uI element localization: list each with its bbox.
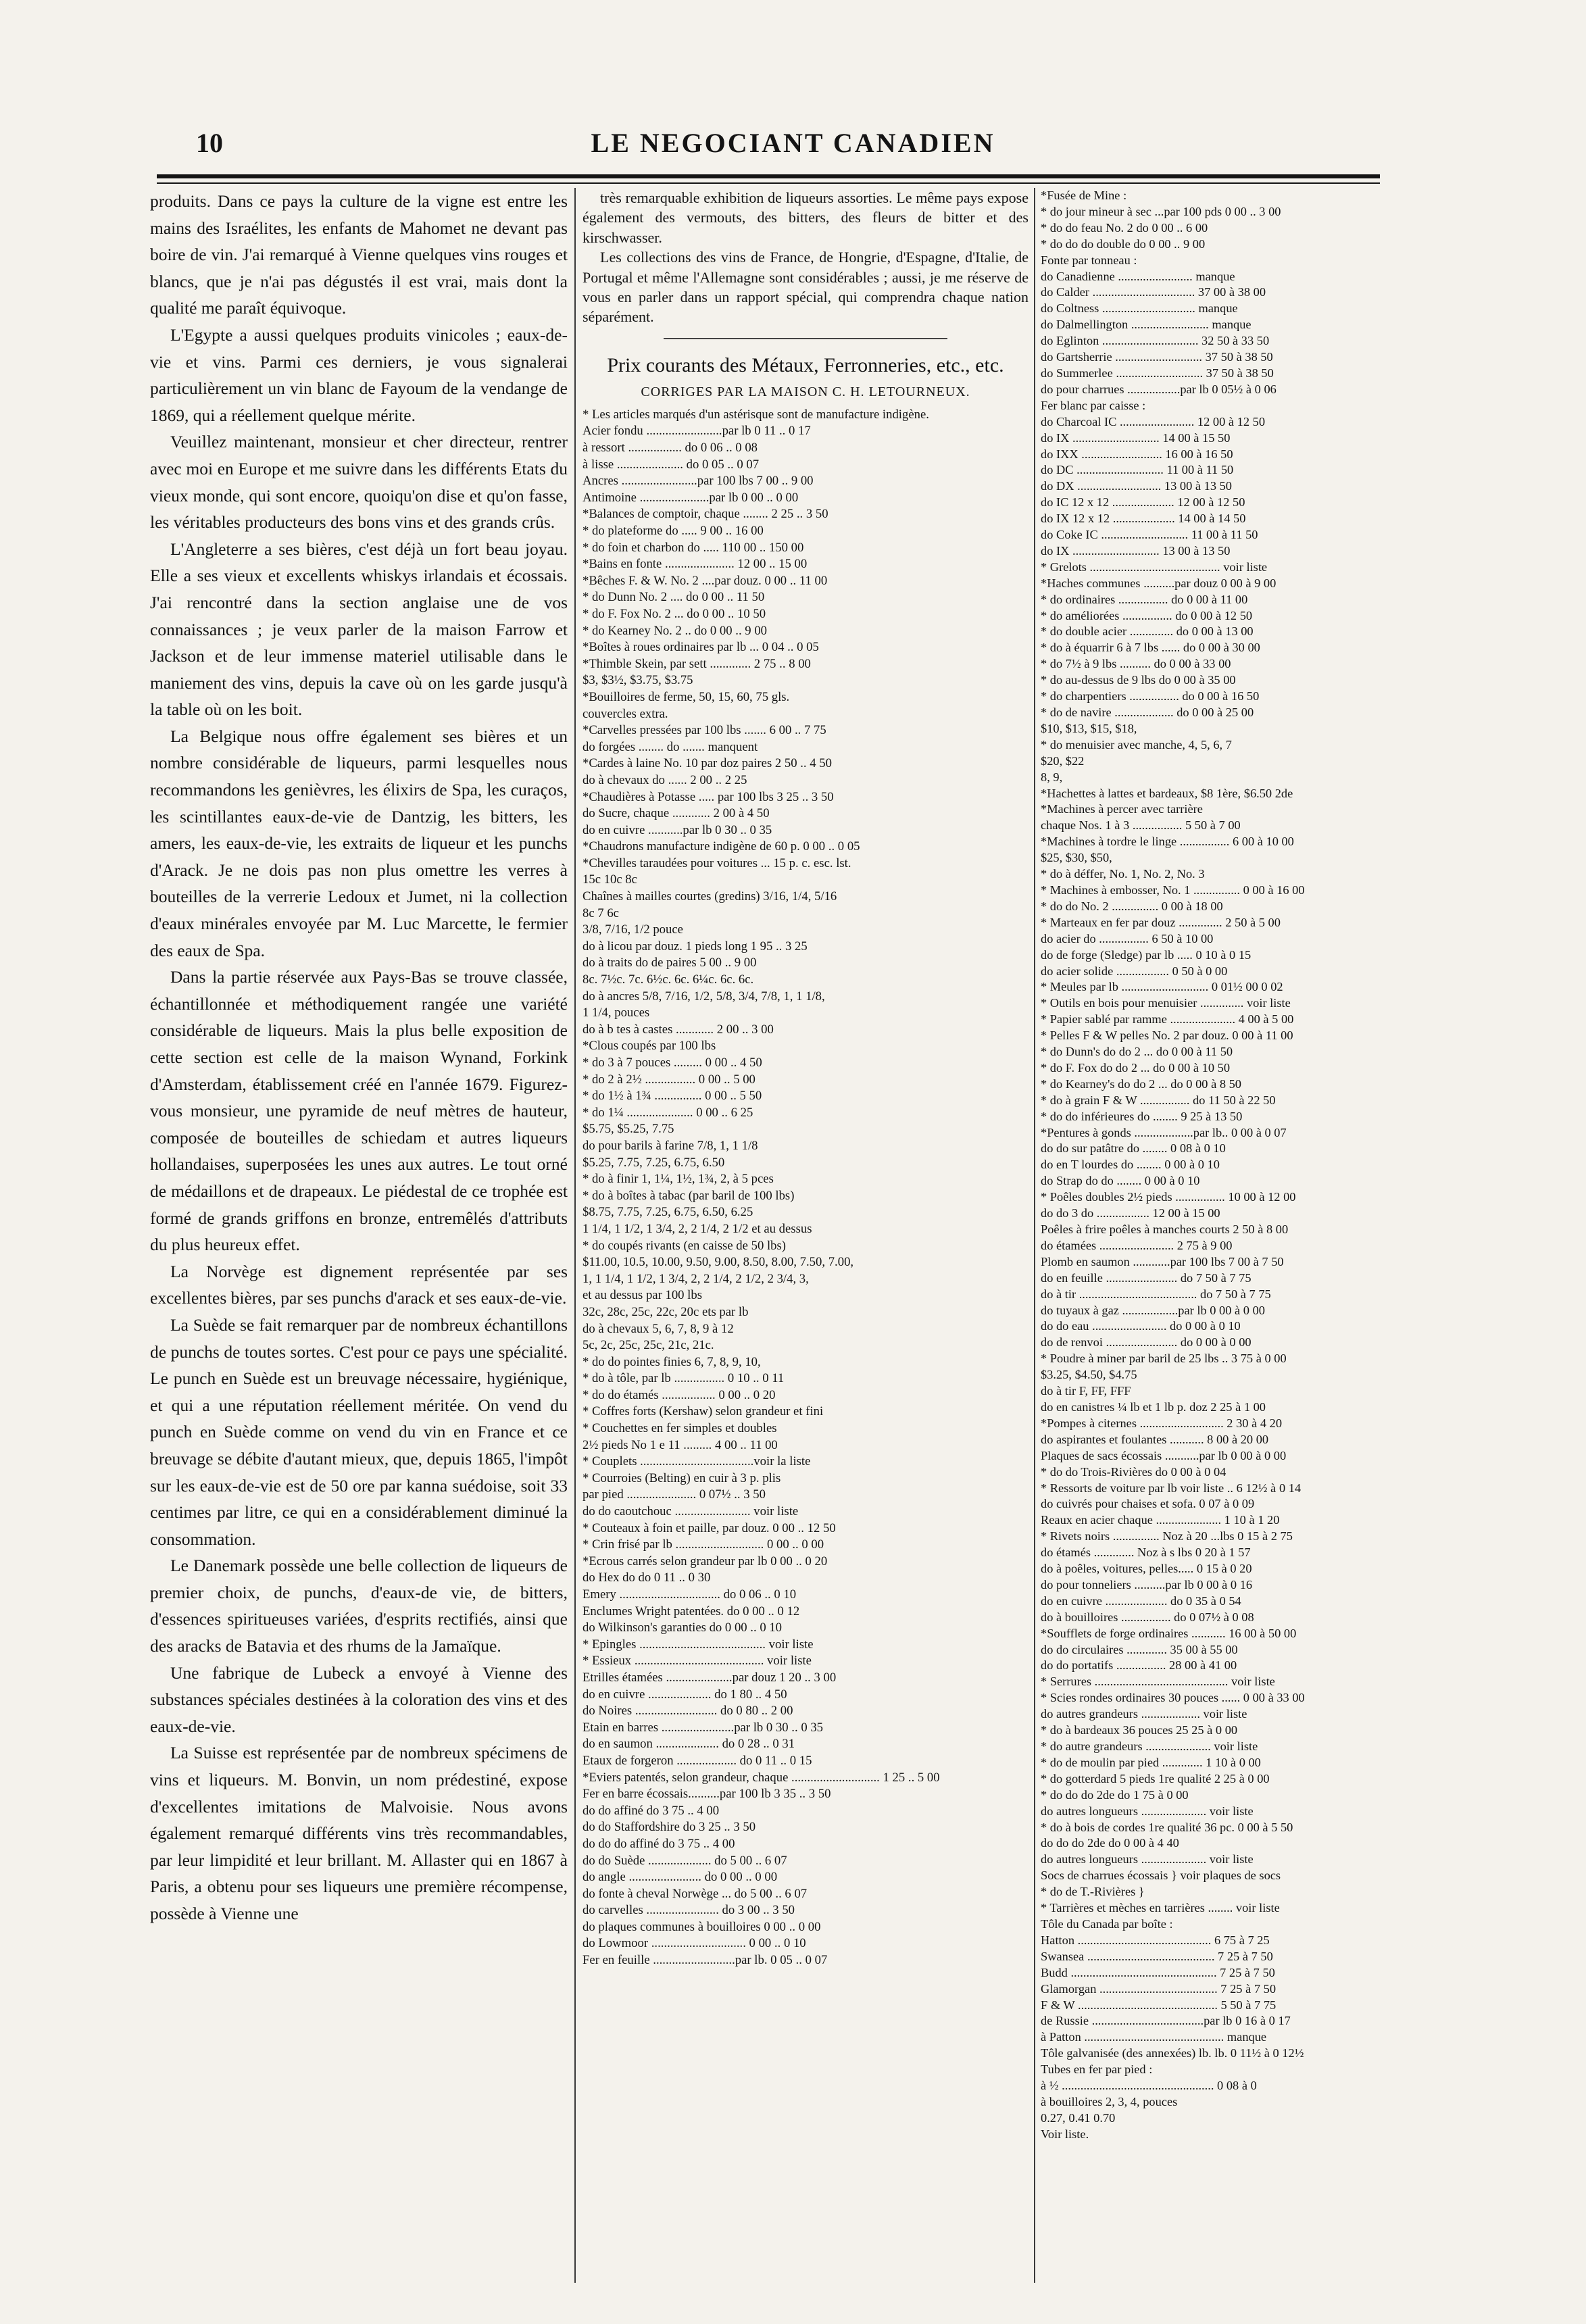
price-line: do à ancres 5/8, 7/16, 1/2, 5/8, 3/4, 7/8, 1, 1 1/8, xyxy=(583,989,825,1004)
price-line: * Pelles F & W pelles No. 2 par douz. 0 00 à 11 00 xyxy=(1041,1029,1293,1043)
page-number: 10 xyxy=(196,128,223,158)
price-line: * Courroies (Belting) en cuir à 3 p. plis xyxy=(583,1470,781,1485)
header-rule xyxy=(157,174,1380,178)
article-paragraph: Les collections des vins de France, de Hongrie, d'Espagne, d'Italie, de Portugal et même l'Allemagne sont considérables ; aussi, je me réserve de vous en parler dans un rapport spécial, qui comprendra chaque nation séparément. xyxy=(583,249,1029,326)
column-divider xyxy=(1034,188,1035,2283)
price-line: * do ordinaires ................ do 0 00 à 11 00 xyxy=(1041,592,1248,606)
price-line: *Chaudrons manufacture indigène de 60 p. 0 00 .. 0 05 xyxy=(583,839,860,854)
price-line: Hatton ........................................... 6 75 à 7 25 xyxy=(1041,1933,1270,1947)
price-line: Emery ................................ do 0 06 .. 0 10 xyxy=(583,1587,797,1602)
price-line: do Coke IC ............................ 11 00 à 11 50 xyxy=(1041,528,1258,542)
price-line: * do à tôle, par lb ................ 0 10 .. 0 11 xyxy=(583,1371,785,1386)
section-separator xyxy=(664,338,947,339)
price-line: do forgées ........ do ....... manquent xyxy=(583,739,758,754)
price-line: 0.27, 0.41 0.70 xyxy=(1041,2110,1116,2125)
article-paragraph: Veuillez maintenant, monsieur et cher directeur, rentrer avec moi en Europe et me suivre dans les différents Etats du vieux monde, qui sont encore, quoiqu'on dise et qu'on fasse, les véritables producteurs des bons vins et des grands crûs. xyxy=(150,432,568,533)
price-line: * do 1½ à 1¾ ............... 0 00 .. 5 50 xyxy=(583,1089,762,1104)
header-rule-thin xyxy=(157,182,1380,184)
price-line: * do foin et charbon do ..... 110 00 .. 150 00 xyxy=(583,540,804,555)
price-line: do plaques communes à bouilloires 0 00 .. 0 00 xyxy=(583,1919,821,1934)
price-line: * Couteaux à foin et paille, par douz. 0 00 .. 12 50 xyxy=(583,1521,836,1535)
price-line: * do à boîtes à tabac (par baril de 100 lbs) xyxy=(583,1188,795,1203)
price-line: *Bains en fonte ...................... 12 00 .. 15 00 xyxy=(583,557,808,572)
price-line: * do charpentiers ................ do 0 00 à 16 50 xyxy=(1041,689,1260,703)
price-line: Voir liste. xyxy=(1041,2127,1089,2141)
price-line: *Fusée de Mine : xyxy=(1041,189,1127,202)
price-line: $3, $3½, $3.75, $3.75 xyxy=(583,673,693,688)
price-line: do Summerlee ............................ 37 50 à 38 50 xyxy=(1041,366,1274,380)
price-line: do IX ............................ 14 00 à 15 50 xyxy=(1041,430,1231,445)
price-line: * do 2 à 2½ ................ 0 00 .. 5 00 xyxy=(583,1072,755,1087)
price-line: do angle ....................... do 0 00 .. 0 00 xyxy=(583,1870,778,1885)
price-line: 1 1/4, 1 1/2, 1 3/4, 2, 2 1/4, 2 1/2 et au dessus xyxy=(583,1221,812,1236)
price-line: *Clous coupés par 100 lbs xyxy=(583,1039,716,1054)
price-line: * do au-dessus de 9 lbs do 0 00 à 35 00 xyxy=(1041,673,1236,687)
price-line: Ancres ........................par 100 lbs 7 00 .. 9 00 xyxy=(583,474,814,489)
price-line: *Ecrous carrés selon grandeur par lb 0 00 .. 0 20 xyxy=(583,1554,828,1568)
article-paragraph: La Suède se fait remarquer par de nombreux échantillons de punchs de toutes sortes. C'est pour ce pays une spécialité. Le punch en Suède est un breuvage nécessaire, hygiénique, et qui a une réputation réellement méritée. On vend du punch en Suède comme on vend du vin en France et ce breuvage se débite d'autant mieux, que, depuis 1865, l'impôt sur les eaux-de-vie est de 50 ore par kanna suédoise, soit 33 centimes par litre, ce qui en a considérablement diminué la consommation. xyxy=(150,1314,568,1549)
price-line: * Couchettes en fer simples et doubles xyxy=(583,1421,777,1436)
price-line: *Thimble Skein, par sett ............. 2 75 .. 8 00 xyxy=(583,656,811,671)
price-line: do IC 12 x 12 .................... 12 00 à 12 50 xyxy=(1041,495,1245,510)
price-line: *Eviers patentés, selon grandeur, chaque ............................ 1 25 .. 5 00 xyxy=(583,1770,940,1785)
price-line: do pour barils à farine 7/8, 1, 1 1/8 xyxy=(583,1138,758,1153)
price-line: do Wilkinson's garanties do 0 00 .. 0 10 xyxy=(583,1621,783,1635)
price-list xyxy=(583,407,1029,1969)
price-line: * do do pointes finies 6, 7, 8, 9, 10, xyxy=(583,1354,761,1369)
price-line: * do 3 à 7 pouces ......... 0 00 .. 4 50 xyxy=(583,1056,762,1070)
price-line: * do de moulin par pied ............. 1 10 à 0 00 xyxy=(1041,1755,1261,1769)
price-line: * do do do 2de do 1 75 à 0 00 xyxy=(1041,1787,1189,1802)
price-line: $5.75, $5.25, 7.75 xyxy=(583,1122,674,1137)
price-line: do de renvoi ....................... do 0 00 à 0 00 xyxy=(1041,1335,1252,1350)
price-line: do à traits do de paires 5 00 .. 9 00 xyxy=(583,956,757,970)
article-paragraph: La Norvège est dignement représentée par ses excellentes bières, par ses punchs d'arack et ses eaux-de-vie. xyxy=(150,1261,568,1308)
price-line: F & W ............................................. 5 50 à 7 75 xyxy=(1041,1998,1277,2012)
article-paragraph: produits. Dans ce pays la culture de la vigne est entre les mains des Israélites, les enfants de Mahomet ne devant pas boire de vin. J'ai remarqué à Vienne quelques vins rouges et blancs, que je n'ai pas dégustés il est vrai, mais dont la qualité me paraît équivoque. xyxy=(150,191,568,318)
article-paragraph: L'Angleterre a ses bières, c'est déjà un fort beau joyau. Elle a ses vieux et excellents whiskys irlandais et écossais. J'ai rencontré dans la section anglaise une de vos connaissances ; je veux parler de la maison Farrow et Jackson et de leur immense materiel utilisable dans le maniement des vins, depuis la cave où on les garde jusqu'à la table où on les boit. xyxy=(150,539,568,720)
price-line: do DC ............................ 11 00 à 11 50 xyxy=(1041,463,1234,477)
price-line: Etaux de forgeron ................... do 0 11 .. 0 15 xyxy=(583,1753,812,1768)
price-line: *Machines à tordre le linge ................ 6 00 à 10 00 xyxy=(1041,835,1294,849)
price-line: do à poêles, voitures, pelles..... 0 15 à 0 20 xyxy=(1041,1562,1252,1576)
price-line: do carvelles ....................... do 3 00 .. 3 50 xyxy=(583,1903,795,1918)
price-section-title: Prix courants des Métaux, Ferronneries, etc., etc. xyxy=(607,353,1004,376)
price-line: à ressort ................. do 0 06 .. 0 08 xyxy=(583,441,758,455)
price-line: * Scies rondes ordinaires 30 pouces ...... 0 00 à 33 00 xyxy=(1041,1691,1305,1705)
price-line: do IX ............................ 13 00 à 13 50 xyxy=(1041,543,1231,558)
price-line: Acier fondu ........................par lb 0 11 .. 0 17 xyxy=(583,424,811,439)
price-line: *Bouilloires de ferme, 50, 15, 60, 75 gls. xyxy=(583,689,790,704)
price-line: do Hex do do 0 11 .. 0 30 xyxy=(583,1571,711,1585)
price-line: *Balances de comptoir, chaque ........ 2 25 .. 3 50 xyxy=(583,507,828,522)
price-line: * do do No. 2 ............... 0 00 à 18 00 xyxy=(1041,899,1223,913)
price-line: $8.75, 7.75, 7.25, 6.75, 6.50, 6.25 xyxy=(583,1205,753,1220)
price-line: do en saumon .................... do 0 28 .. 0 31 xyxy=(583,1737,795,1752)
column-divider xyxy=(574,188,576,2283)
price-line: * Les articles marqués d'un astérisque sont de manufacture indigène. xyxy=(583,407,929,422)
price-line: *Hachettes à lattes et bardeaux, $8 1ère, $6.50 2de xyxy=(1041,786,1293,800)
price-line: *Machines à percer avec tarrière xyxy=(1041,802,1203,816)
price-line: Etrilles étamées .....................par douz 1 20 .. 3 00 xyxy=(583,1670,837,1685)
price-line: do do caoutchouc ........................ voir liste xyxy=(583,1504,799,1519)
price-line: * do gotterdard 5 pieds 1re qualité 2 25 à 0 00 xyxy=(1041,1771,1270,1785)
price-line: *Pompes à citernes ........................... 2 30 à 4 20 xyxy=(1041,1416,1283,1430)
price-line: $5.25, 7.75, 7.25, 6.75, 6.50 xyxy=(583,1155,725,1170)
price-line: Enclumes Wright patentées. do 0 00 .. 0 12 xyxy=(583,1604,800,1618)
price-line: 32c, 28c, 25c, 22c, 20c ets par lb xyxy=(583,1304,749,1319)
price-line: à Patton ............................................. manque xyxy=(1041,2030,1267,2044)
price-line: do acier solide ................. 0 50 à 0 00 xyxy=(1041,964,1228,978)
price-line: do do affiné do 3 75 .. 4 00 xyxy=(583,1803,720,1818)
price-line: 8, 9, xyxy=(1041,770,1063,784)
price-line: * do de navire ................... do 0 00 à 25 00 xyxy=(1041,706,1254,719)
price-line: 8c. 7½c. 7c. 6½c. 6c. 6¼c. 6c. 6c. xyxy=(583,972,754,987)
price-line: Reaux en acier chaque ..................... 1 10 à 1 20 xyxy=(1041,1513,1280,1527)
price-line: Swansea ......................................... 7 25 à 7 50 xyxy=(1041,1949,1273,1963)
price-line: do do portatifs ................ 28 00 à 41 00 xyxy=(1041,1658,1237,1673)
price-line: $25, $30, $50, xyxy=(1041,851,1112,865)
price-line: *Chaudières à Potasse ..... par 100 lbs 3 25 .. 3 50 xyxy=(583,789,834,804)
price-line: * do 7½ à 9 lbs .......... do 0 00 à 33 00 xyxy=(1041,657,1231,671)
journal-title: LE NEGOCIANT CANADIEN xyxy=(591,128,995,158)
price-line: do do do affiné do 3 75 .. 4 00 xyxy=(583,1836,735,1851)
price-line: Fonte par tonneau : xyxy=(1041,253,1137,267)
price-line: $10, $13, $15, $18, xyxy=(1041,721,1137,735)
price-line: do à b tes à castes ............ 2 00 .. 3 00 xyxy=(583,1022,774,1037)
price-line: Fer en feuille ..........................par lb. 0 05 .. 0 07 xyxy=(583,1953,828,1968)
price-line: 1, 1 1/4, 1 1/2, 1 3/4, 2, 2 1/4, 2 1/2, 2 3/4, 3, xyxy=(583,1271,809,1286)
price-line: * do F. Fox No. 2 ... do 0 00 .. 10 50 xyxy=(583,606,766,621)
article-paragraph: très remarquable exhibition de liqueurs assorties. Le même pays expose également des vermouts, des bitters, des fleurs de bitter et des kirschwasser. xyxy=(583,189,1029,246)
price-line: Tubes en fer par pied : xyxy=(1041,2062,1153,2077)
price-line: * Poudre à miner par baril de 25 lbs .. 3 75 à 0 00 xyxy=(1041,1352,1287,1366)
price-list xyxy=(1041,188,1379,2143)
article-paragraph: L'Egypte a aussi quelques produits vinicoles ; eaux-de-vie et vins. Parmi ces derniers, je vous signalerai particulièrement un vin blanc de Fayoum de la vendange de 1869, qui a réellement quelque mérite. xyxy=(150,324,568,425)
price-line: * Crin frisé par lb ............................ 0 00 .. 0 00 xyxy=(583,1537,824,1552)
price-line: do do Suède .................... do 5 00 .. 6 07 xyxy=(583,1853,787,1868)
price-line: 2½ pieds No 1 e 11 ......... 4 00 .. 11 00 xyxy=(583,1437,778,1452)
price-line: do en cuivre ...........par lb 0 30 .. 0 35 xyxy=(583,822,772,837)
price-line: Antimoine ......................par lb 0 00 .. 0 00 xyxy=(583,490,799,505)
price-line: *Soufflets de forge ordinaires ........... 16 00 à 50 00 xyxy=(1041,1626,1297,1640)
price-line: * do Dunn No. 2 .... do 0 00 .. 11 50 xyxy=(583,590,765,605)
price-line: $20, $22 xyxy=(1041,753,1085,768)
price-line: à bouilloires 2, 3, 4, pouces xyxy=(1041,2094,1178,2108)
article-paragraph: Dans la partie réservée aux Pays-Bas se trouve classée, échantillonnée et méthodiquement rangée une variété considérable de liqueurs. Mais la plus belle exposition de cette section est celle de la maison Wynand, Forkink d'Amsterdam, établissement créé en l'année 1679. Figurez-vous monsieur, une pyramide de neuf mètres de hauteur, composée de bouteilles de schiedam et autres liqueurs hollandaises, superposées les unes aux autres. Le tout orné de médaillons et de drapeaux. Le piédestal de ce trophée est formé de grands griffons en bronze, entremêlés d'attributs du plus heureux effet. xyxy=(150,967,568,1255)
price-line: Chaînes à mailles courtes (gredins) 3/16, 1/4, 5/16 xyxy=(583,889,837,904)
price-line: do tuyaux à gaz ..................par lb 0 00 à 0 00 xyxy=(1041,1303,1265,1317)
article-paragraph: Le Danemark possède une belle collection de liqueurs de premier choix, de punchs, d'eaux-de vie, de bitters, d'essences spiritueuses variées, d'esprits rectifiés, ainsi que des aracks de Batavia et des rhums de la Jamaïque. xyxy=(150,1556,568,1656)
price-column-right xyxy=(1041,188,1379,2283)
price-line: *Chevilles taraudées pour voitures ... 15 p. c. esc. lst. xyxy=(583,856,851,870)
price-line: do do eau ........................ do 0 00 à 0 10 xyxy=(1041,1319,1241,1333)
price-line: * Couplets ....................................voir la liste xyxy=(583,1454,811,1469)
price-line: par pied ...................... 0 07½ .. 3 50 xyxy=(583,1487,766,1502)
price-line: do Sucre, chaque ............ 2 00 à 4 50 xyxy=(583,806,770,821)
price-line: de Russie ....................................par lb 0 16 à 0 17 xyxy=(1041,2014,1291,2028)
price-line: do à chevaux 5, 6, 7, 8, 9 à 12 xyxy=(583,1321,734,1336)
price-line: do étamés ............. Noz à s lbs 0 20 à 1 57 xyxy=(1041,1546,1251,1560)
price-line: do de forge (Sledge) par lb ..... 0 10 à 0 15 xyxy=(1041,947,1252,962)
price-line: Tôle du Canada par boîte : xyxy=(1041,1917,1173,1931)
price-line: * do Dunn's do do 2 ... do 0 00 à 11 50 xyxy=(1041,1045,1233,1059)
price-line: Etain en barres .......................par lb 0 30 .. 0 35 xyxy=(583,1720,824,1735)
price-line: Glamorgan ...................................... 7 25 à 7 50 xyxy=(1041,1981,1277,1996)
price-line: * do autre grandeurs ..................... voir liste xyxy=(1041,1739,1258,1753)
price-line: do en T lourdes do ........ 0 00 à 0 10 xyxy=(1041,1158,1220,1172)
price-line: do do 3 do ................. 12 00 à 15 00 xyxy=(1041,1206,1220,1220)
price-line: * Marteaux en fer par douz .............. 2 50 à 5 00 xyxy=(1041,915,1281,929)
price-line: do fonte à cheval Norwège ... do 5 00 .. 6 07 xyxy=(583,1886,808,1901)
price-line: Plomb en saumon ............par 100 lbs 7 00 à 7 50 xyxy=(1041,1254,1284,1268)
price-line: do do Staffordshire do 3 25 .. 3 50 xyxy=(583,1820,756,1835)
article-paragraph: La Suisse est représentée par de nombreux spécimens de vins et liqueurs. M. Bonvin, un nom prédestiné, expose d'excellentes imitations de Malvoisie. Nous avons également remarqué différents vins très recommandables, par leur limpidité et leur brillant. M. Allaster qui en 1867 à Paris, a obtenu pour ses liqueurs une première récompense, possède à Vienne une xyxy=(150,1743,568,1923)
price-line: * do à déffer, No. 1, No. 2, No. 3 xyxy=(1041,867,1205,881)
price-line: do en cuivre .................... do 1 80 .. 4 50 xyxy=(583,1687,787,1702)
price-line: * do jour mineur à sec ...par 100 pds 0 00 .. 3 00 xyxy=(1041,204,1281,218)
price-line: do à tir F, FF, FFF xyxy=(1041,1384,1131,1398)
price-line: 5c, 2c, 25c, 25c, 21c, 21c. xyxy=(583,1338,714,1353)
price-line: do à tir ...................................... do 7 50 à 7 75 xyxy=(1041,1287,1271,1301)
price-line: do acier do ................ 6 50 à 10 00 xyxy=(1041,931,1214,945)
price-line: * do Kearney's do do 2 ... do 0 00 à 8 50 xyxy=(1041,1077,1242,1091)
price-line: 3/8, 7/16, 1/2 pouce xyxy=(583,922,683,937)
price-line: * do améliorées ................ do 0 00 à 12 50 xyxy=(1041,608,1253,622)
price-line: à lisse ..................... do 0 05 .. 0 07 xyxy=(583,457,760,472)
price-line: * do do feau No. 2 do 0 00 .. 6 00 xyxy=(1041,220,1208,234)
price-line: *Haches communes ..........par douz 0 00 à 9 00 xyxy=(1041,576,1277,590)
price-line: * do do Trois-Rivières do 0 00 à 0 04 xyxy=(1041,1464,1226,1479)
price-line: do en cuivre .................... do 0 35 à 0 54 xyxy=(1041,1593,1241,1608)
price-line: * Rivets noirs ............... Noz à 20 ...lbs 0 15 à 2 75 xyxy=(1041,1529,1293,1543)
article-paragraph: La Belgique nous offre également ses bières et un nombre considérable de liqueurs, parmi lesquelles nous recommandons les genièvres, les élixirs de Spa, les curaços, les scintillantes eaux-de-vie de Dantzig, les bitters, les amers, les eaux-de-vie, les extraits de liqueur et les punchs d'Arack. Je ne dois pas non plus omettre les verres à bouteilles de la verrerie Ledoux et Jumet, ni la collection d'eaux minérales envoyée par M. Luc Marcette, le fermier des eaux de Spa. xyxy=(150,726,568,960)
price-line: * Tarrières et mèches en tarrières ........ voir liste xyxy=(1041,1901,1280,1915)
price-line: * Coffres forts (Kershaw) selon grandeur et fini xyxy=(583,1404,824,1419)
price-column-middle xyxy=(583,188,1029,2283)
price-line: * do à bois de cordes 1re qualité 36 pc. 0 00 à 5 50 xyxy=(1041,1820,1293,1834)
article-paragraph: Une fabrique de Lubeck a envoyé à Vienne des substances spéciales destinées à la coloration des vins et des eaux-de-vie. xyxy=(150,1662,568,1736)
price-line: * do à équarrir 6 à 7 lbs ...... do 0 00 à 30 00 xyxy=(1041,641,1260,655)
price-line: * Papier sablé par ramme ..................... 4 00 à 5 00 xyxy=(1041,1012,1294,1027)
price-line: * do à bardeaux 36 pouces 25 25 à 0 00 xyxy=(1041,1723,1238,1737)
price-line: Fer blanc par caisse : xyxy=(1041,398,1146,412)
price-line: * do F. Fox do do 2 ... do 0 00 à 10 50 xyxy=(1041,1060,1231,1074)
price-line: do cuivrés pour chaises et sofa. 0 07 à 0 09 xyxy=(1041,1497,1255,1511)
price-line: do Coltness .............................. manque xyxy=(1041,301,1238,316)
price-line: do étamées ........................ 2 75 à 9 00 xyxy=(1041,1238,1233,1252)
price-line: do en canistres ¼ lb et 1 lb p. doz 2 25 à 1 00 xyxy=(1041,1400,1266,1414)
price-line: do Calder ................................. 37 00 à 38 00 xyxy=(1041,285,1266,299)
price-line: do à licou par douz. 1 pieds long 1 95 .. 3 25 xyxy=(583,939,808,954)
price-line: do à chevaux do ...... 2 00 .. 2 25 xyxy=(583,772,747,787)
price-line: Fer en barre écossais..........par 100 lb 3 35 .. 3 50 xyxy=(583,1787,831,1802)
price-line: Budd ............................................... 7 25 à 7 50 xyxy=(1041,1965,1275,1979)
price-line: * Epingles ........................................ voir liste xyxy=(583,1637,814,1652)
price-line: do autres grandeurs ................... voir liste xyxy=(1041,1707,1247,1721)
price-line: * do double acier .............. do 0 00 à 13 00 xyxy=(1041,624,1254,639)
price-line: * do à grain F & W ................ do 11 50 à 22 50 xyxy=(1041,1093,1276,1107)
price-line: do autres longueurs ..................... voir liste xyxy=(1041,1852,1254,1866)
price-line: * Serrures ........................................... voir liste xyxy=(1041,1675,1275,1689)
price-line: do IX 12 x 12 .................... 14 00 à 14 50 xyxy=(1041,512,1246,526)
price-line: * Machines à embosser, No. 1 ............... 0 00 à 16 00 xyxy=(1041,883,1305,897)
price-line: * do de T.-Rivières } xyxy=(1041,1885,1145,1899)
price-line: * Poêles doubles 2½ pieds ................ 10 00 à 12 00 xyxy=(1041,1190,1296,1204)
price-line: do do sur patâtre do ........ 0 08 à 0 10 xyxy=(1041,1141,1226,1156)
price-line: do pour tonneliers ..........par lb 0 00 à 0 16 xyxy=(1041,1577,1253,1591)
price-line: * Meules par lb ............................ 0 01½ 00 0 02 xyxy=(1041,980,1283,994)
price-line: *Boîtes à roues ordinaires par lb ... 0 04 .. 0 05 xyxy=(583,640,819,655)
price-line: * do Kearney No. 2 .. do 0 00 .. 9 00 xyxy=(583,623,768,638)
price-line: $3.25, $4.50, $4.75 xyxy=(1041,1368,1137,1382)
price-line: * Outils en bois pour menuisier .............. voir liste xyxy=(1041,996,1291,1010)
price-line: * Ressorts de voiture par lb voir liste .. 6 12½ à 0 14 xyxy=(1041,1481,1302,1495)
price-line: *Bêches F. & W. No. 2 ....par douz. 0 00 .. 11 00 xyxy=(583,573,828,588)
price-line: et au dessus par 100 lbs xyxy=(583,1288,702,1303)
price-section-subtitle: CORRIGES PAR LA MAISON C. H. LETOURNEUX. xyxy=(641,384,970,399)
price-line: do Dalmellington ......................... manque xyxy=(1041,318,1252,332)
price-line: * do plateforme do ..... 9 00 .. 16 00 xyxy=(583,524,764,538)
price-line: Poêles à frire poêles à manches courts 2 50 à 8 00 xyxy=(1041,1222,1289,1236)
price-line: * do menuisier avec manche, 4, 5, 6, 7 xyxy=(1041,737,1232,751)
price-line: do do do 2de do 0 00 à 4 40 xyxy=(1041,1836,1179,1850)
price-line: Socs de charrues écossais } voir plaques de socs xyxy=(1041,1869,1281,1883)
price-line: * do do do double do 0 00 .. 9 00 xyxy=(1041,237,1206,251)
price-line: do autres longueurs ..................... voir liste xyxy=(1041,1804,1254,1818)
price-line: do do circulaires ............. 35 00 à 55 00 xyxy=(1041,1642,1238,1656)
price-line: * Grelots .......................................... voir liste xyxy=(1041,560,1268,574)
article-column xyxy=(150,188,568,2283)
price-line: couvercles extra. xyxy=(583,706,668,721)
price-line: *Carvelles pressées par 100 lbs ....... 6 00 .. 7 75 xyxy=(583,723,826,738)
price-line: * do coupés rivants (en caisse de 50 lbs) xyxy=(583,1238,786,1253)
price-line: do Noires .......................... do 0 80 .. 2 00 xyxy=(583,1704,793,1719)
price-line: * do do inférieures do ........ 9 25 à 13 50 xyxy=(1041,1109,1243,1123)
price-line: * do à finir 1, 1¼, 1½, 1¾, 2, à 5 pces xyxy=(583,1172,774,1187)
price-line: chaque Nos. 1 à 3 ................ 5 50 à 7 00 xyxy=(1041,818,1241,833)
price-line: do IXX .......................... 16 00 à 16 50 xyxy=(1041,447,1233,461)
price-line: do Gartsherrie ............................ 37 50 à 38 50 xyxy=(1041,350,1273,364)
price-line: do Eglinton ............................... 32 50 à 33 50 xyxy=(1041,334,1270,348)
price-line: * do do étamés ................. 0 00 .. 0 20 xyxy=(583,1387,776,1402)
price-line: do à bouilloires ................ do 0 07½ à 0 08 xyxy=(1041,1610,1254,1624)
price-line: do en feuille ....................... do 7 50 à 7 75 xyxy=(1041,1270,1252,1285)
price-line: 1 1/4, pouces xyxy=(583,1006,650,1020)
price-line: do Lowmoor .............................. 0 00 .. 0 10 xyxy=(583,1936,806,1951)
price-line: do aspirantes et foulantes ........... 8 00 à 20 00 xyxy=(1041,1432,1269,1446)
price-line: Plaques de sacs écossais ...........par lb 0 00 à 0 00 xyxy=(1041,1448,1287,1462)
price-line: do Strap do do ........ 0 00 à 0 10 xyxy=(1041,1174,1200,1188)
price-line: *Pentures à gonds ...................par lb.. 0 00 à 0 07 xyxy=(1041,1125,1287,1139)
price-line: do DX ........................... 13 00 à 13 50 xyxy=(1041,479,1232,493)
price-line: à ½ ................................................. 0 08 à 0 xyxy=(1041,2079,1257,2093)
price-line: do Charcoal IC ........................ 12 00 à 12 50 xyxy=(1041,414,1266,428)
price-line: * Essieux ......................................... voir liste xyxy=(583,1654,812,1668)
price-line: Tôle galvanisée (des annexées) lb. lb. 0 11½ à 0 12½ xyxy=(1041,2046,1304,2060)
price-line: 15c 10c 8c xyxy=(583,872,637,887)
price-line: 8c 7 6c xyxy=(583,906,619,920)
price-line: do pour charrues .................par lb 0 05½ à 0 06 xyxy=(1041,382,1277,396)
price-line: *Cardes à laine No. 10 par doz paires 2 50 .. 4 50 xyxy=(583,756,832,771)
price-line: * do 1¼ ..................... 0 00 .. 6 25 xyxy=(583,1105,753,1120)
price-line: $11.00, 10.5, 10.00, 9.50, 9.00, 8.50, 8.00, 7.50, 7.00, xyxy=(583,1255,854,1270)
price-line: do Canadienne ........................ manque xyxy=(1041,269,1235,283)
